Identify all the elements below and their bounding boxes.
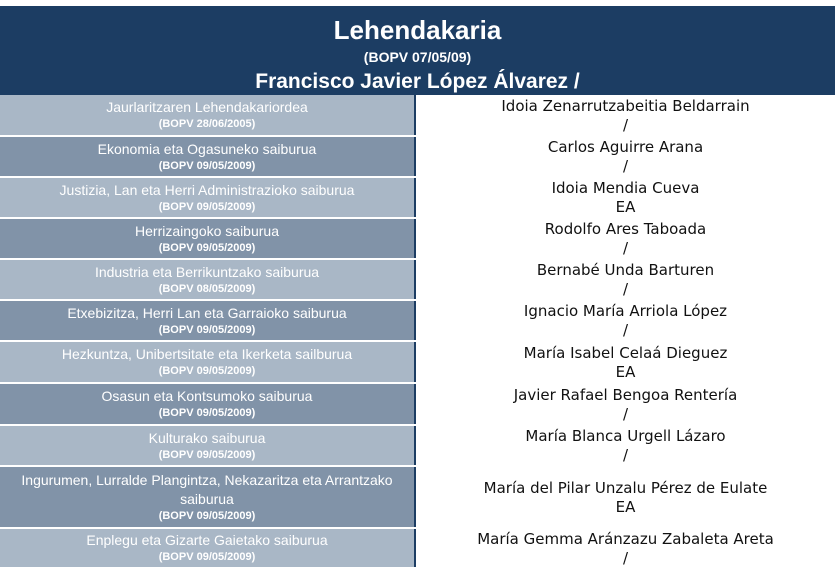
department-date: (BOPV 09/05/2009) (158, 365, 256, 377)
person-name: Idoia Zenarrutzabeitia Beldarrain (501, 96, 750, 115)
person-cell (415, 528, 835, 568)
person-party: / (622, 239, 629, 257)
person-name: Idoia Mendia Cueva (551, 179, 700, 197)
person-cell (415, 466, 835, 528)
person-cell (415, 218, 835, 259)
department-name: Justizia, Lan eta Herri Administrazioko saiburua (59, 181, 355, 198)
table-row (0, 95, 835, 136)
person-name: Rodolfo Ares Taboada (544, 220, 707, 238)
department-name: Ekonomia eta Ogasuneko saiburua (97, 140, 317, 157)
person-cell (415, 425, 835, 466)
person-party: / (622, 321, 629, 339)
department-date: (BOPV 09/05/2009) (158, 551, 256, 563)
table-row (0, 528, 835, 568)
department-cell (0, 528, 415, 568)
department-cell (0, 136, 415, 177)
table-row (0, 136, 835, 177)
person-name: María Isabel Celaá Dieguez (523, 343, 728, 362)
person-name: Carlos Aguirre Arana (547, 138, 704, 156)
department-cell (0, 177, 415, 218)
table-row (0, 341, 835, 383)
person-cell (415, 136, 835, 177)
department-name: Ingurumen, Lurralde Plangintza, Nekazaritza eta Arrantzako saiburua (21, 471, 393, 507)
person-name: María Blanca Urgell Lázaro (525, 427, 726, 445)
person-name: María Gemma Aránzazu Zabaleta Areta (477, 529, 774, 548)
department-date: (BOPV 09/05/2009) (158, 323, 256, 336)
department-grid (0, 95, 835, 569)
person-party: EA (615, 497, 636, 516)
department-date: (BOPV 09/05/2009) (158, 241, 256, 254)
person-party: / (622, 115, 629, 134)
table-row (0, 466, 835, 528)
department-name: Industria eta Berrikuntzako saiburua (94, 263, 320, 280)
person-cell (415, 95, 835, 136)
person-name: María del Pilar Unzalu Pérez de Eulate (483, 478, 768, 497)
department-cell (0, 383, 415, 425)
table-row (0, 177, 835, 218)
department-name: Etxebizitza, Herri Lan eta Garraioko saiburua (67, 304, 347, 321)
department-name: Enplegu eta Gizarte Gaietako saiburua (86, 532, 328, 548)
department-cell (0, 300, 415, 341)
department-date: (BOPV 09/05/2009) (158, 509, 256, 522)
department-cell (0, 425, 415, 466)
person-cell (415, 300, 835, 341)
department-date: (BOPV 08/05/2009) (158, 282, 256, 295)
header-name: Francisco Javier López Álvarez / (255, 70, 580, 93)
person-name: Bernabé Unda Barturen (536, 261, 715, 279)
department-name: Hezkuntza, Unibertsitate eta Ikerketa sailburua (61, 346, 353, 362)
person-party: / (622, 446, 629, 464)
table-row (0, 300, 835, 341)
department-cell (0, 466, 415, 528)
table-row (0, 259, 835, 300)
department-name: Jaurlaritzaren Lehendakariordea (106, 99, 308, 115)
department-name: Kulturako saiburua (148, 429, 266, 446)
department-date: (BOPV 09/05/2009) (158, 407, 256, 419)
department-name: Osasun eta Kontsumoko saiburua (101, 388, 313, 404)
person-party: / (622, 280, 629, 298)
person-party: EA (615, 362, 636, 381)
department-cell (0, 218, 415, 259)
person-party: EA (615, 198, 636, 216)
person-cell (415, 341, 835, 383)
header-title: Lehendakaria (333, 15, 502, 45)
table-row (0, 425, 835, 466)
person-cell (415, 383, 835, 425)
person-name: Javier Rafael Bengoa Rentería (513, 385, 738, 404)
table-row (0, 383, 835, 425)
department-cell (0, 259, 415, 300)
person-cell (415, 177, 835, 218)
person-name: Ignacio María Arriola López (523, 302, 728, 320)
department-date: (BOPV 09/05/2009) (158, 200, 256, 213)
department-name: Herrizaingoko saiburua (135, 222, 279, 239)
table-header (0, 6, 835, 95)
header-date: (BOPV 07/05/09) (363, 49, 472, 65)
person-party: / (622, 548, 629, 567)
department-cell (0, 95, 415, 136)
department-date: (BOPV 28/06/2005) (158, 118, 256, 130)
department-date: (BOPV 09/05/2009) (158, 159, 256, 172)
person-cell (415, 259, 835, 300)
person-party: / (622, 404, 629, 423)
table-row (0, 218, 835, 259)
department-date: (BOPV 09/05/2009) (158, 448, 256, 461)
department-cell (0, 341, 415, 383)
person-party: / (622, 157, 629, 175)
